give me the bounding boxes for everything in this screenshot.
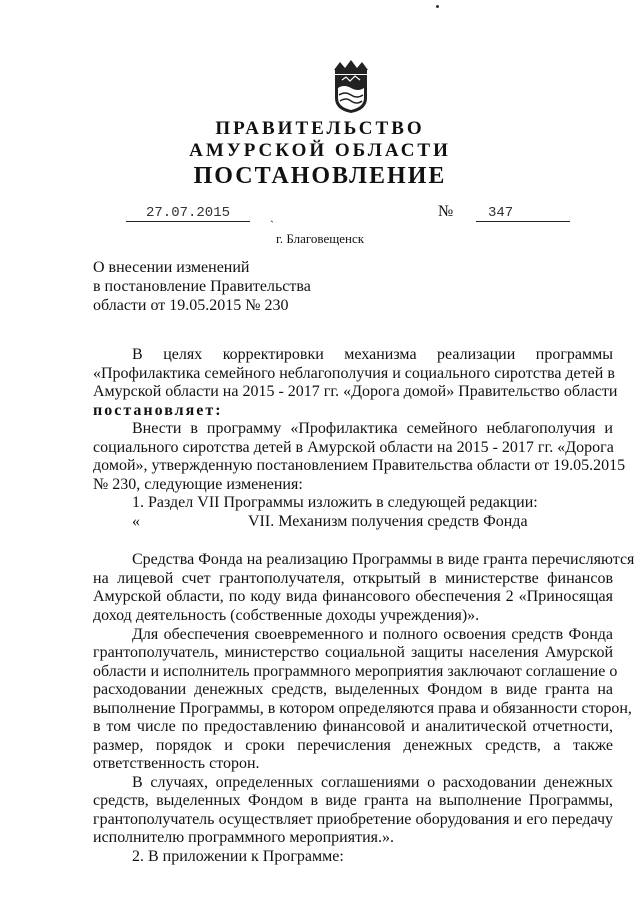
body-line: Амурской области, по коду вида финансового обеспечения 2 «Приносящая <box>93 588 613 605</box>
list-item: 2. В приложении к Программе: <box>132 848 344 865</box>
body-line: Средства Фонда на реализацию Программы в виде гранта перечисляются <box>132 551 635 568</box>
body-line: «Профилактика семейного неблагополучия и социального сиротства детей в <box>93 365 615 382</box>
government-title: ПРАВИТЕЛЬСТВО <box>215 118 425 139</box>
body-line: Для обеспечения своевременного и полного освоения средств Фонда <box>132 626 613 643</box>
document-date: 27.07.2015 <box>126 205 250 222</box>
subject-line: области от 19.05.2015 № 230 <box>93 297 289 314</box>
body-line: расходовании денежных средств, выделенных Фондом в виде гранта на <box>93 681 613 698</box>
subject-line: О внесении изменений <box>93 259 250 276</box>
body-line: на лицевой счет грантополучателя, открытый в министерстве финансов <box>93 570 613 587</box>
date-mark: ˎ <box>270 209 274 223</box>
body-line: домой», утвержденную постановлением Правительства области от 19.05.2015 <box>93 457 626 474</box>
body-line: социального сиротства детей в Амурской области на 2015 - 2017 гг. «Дорога <box>93 439 614 456</box>
body-line: ответственность сторон. <box>93 755 260 772</box>
body-line: выполнение Программы, в котором определяются права и обязанности сторон, <box>93 700 632 717</box>
opening-quote: « <box>132 513 140 530</box>
scan-speck <box>436 5 439 8</box>
city-name: г. Благовещенск <box>275 231 365 246</box>
body-line: № 230, следующие изменения: <box>93 476 303 493</box>
body-line: грантополучатель осуществляет приобретение оборудования и его передачу <box>93 811 613 828</box>
region-title: АМУРСКОЙ ОБЛАСТИ <box>189 140 451 161</box>
body-line: средств, выделенных Фондом в виде гранта на выполнение Программы, <box>93 792 613 809</box>
list-item: 1. Раздел VII Программы изложить в следующей редакции: <box>132 494 538 511</box>
subject-line: в постановление Правительства <box>93 278 311 295</box>
body-line: В целях корректировки механизма реализации программы <box>132 346 613 363</box>
number-sign: № <box>438 203 454 220</box>
body-line: области и исполнитель программного мероприятия заключают соглашение о <box>93 663 618 680</box>
body-line: исполнителю программного мероприятия.». <box>93 829 394 846</box>
document-subject <box>93 258 311 315</box>
document-number: 347 <box>476 205 570 222</box>
body-line: в том числе по предоставлению финансовой и аналитической отчетности, <box>93 718 613 735</box>
body-line: доход деятельность (собственные доходы учреждения)». <box>93 607 480 624</box>
body-line: Внести в программу «Профилактика семейного неблагополучия и <box>132 420 613 437</box>
amur-region-coat-of-arms-icon <box>328 58 374 114</box>
body-line: В случаях, определенных соглашениями о расходовании денежных <box>132 774 613 791</box>
body-line: размер, порядок и сроки перечисления денежных средств, а также <box>93 737 613 754</box>
document-type-title: ПОСТАНОВЛЕНИЕ <box>193 163 447 189</box>
body-line: Амурской области на 2015 - 2017 гг. «Дорога домой» Правительство области <box>93 383 618 400</box>
body-line: грантополучатель, министерство социальной защиты населения Амурской <box>93 644 613 661</box>
section-heading: VII. Механизм получения средств Фонда <box>248 513 528 530</box>
decree-word: постановляет: <box>93 402 223 419</box>
